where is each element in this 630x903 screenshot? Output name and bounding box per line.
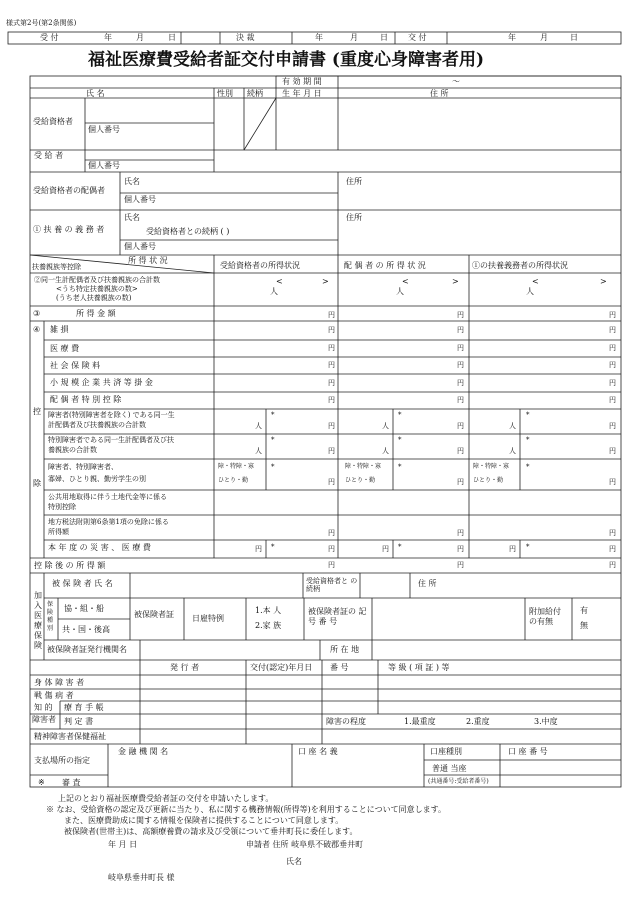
cert-grade-header: 等 級 ( 項 証 ) 等 (388, 663, 450, 672)
s3-yen-c: 円 (609, 478, 616, 486)
applicant-name-label: 氏名 (286, 857, 302, 866)
s2-yen-b: 円 (457, 447, 464, 455)
s2-yen-c: 円 (609, 447, 616, 455)
s2-person-a: 人 (255, 447, 262, 455)
statement-1: 上記のとおり福祉医療費受給者証の交付を申請いたします。 (58, 794, 274, 803)
issue-month: 月 (540, 33, 548, 42)
special-1-line1: 障害者(特別障害者を除く) である同一生 (48, 411, 175, 419)
deduction-type-label: 扶養親族等控除 (32, 263, 81, 271)
s3-hitori-a: ひとり・勤 (218, 477, 249, 484)
local-tax-yen-c: 円 (609, 529, 616, 537)
cert-degree-label: 障害の程度 (326, 717, 366, 726)
s3-hitori-c: ひとり・勤 (473, 477, 504, 484)
kumiai-option: 協・組・船 (64, 604, 104, 613)
dependent-count: 人 (526, 287, 534, 296)
s3-star-a: * (271, 463, 275, 471)
s3-kind-a: 障・特障・寡 (218, 463, 255, 470)
bank-note: (共通番号:受給者番号) (428, 778, 489, 785)
s1-star-b: * (398, 411, 402, 419)
insurance-side-4: 療 (34, 621, 42, 630)
disaster-yen-b2: 円 (457, 545, 464, 553)
type-label-2: 険 (47, 609, 54, 616)
col-address: 住 所 (430, 89, 449, 98)
approval-day: 日 (380, 33, 388, 42)
yen-d3-c: 円 (609, 379, 616, 387)
payment-place-label: 支払場所の指定 (34, 756, 90, 765)
deduction-haiguusha: 配 偶 者 特 別 控 除 (50, 395, 122, 404)
account-type-header: 口座種別 (430, 747, 462, 756)
account-name-header: 口 座 名 義 (298, 747, 338, 756)
kyosai-option: 共・国・後高 (62, 625, 110, 634)
yen-d2-b: 円 (457, 361, 464, 369)
deduction-zassou: 雑 損 (50, 325, 69, 334)
special-3-line1: 障害者、特別障害者、 (48, 463, 118, 471)
disaster-star-b: * (398, 543, 402, 551)
special-1-line2: 計配偶者及び扶養親族の合計数 (48, 421, 146, 429)
cert-degree-3: 3.中度 (534, 717, 558, 726)
recipient-gt: > (322, 277, 329, 286)
col-name-label: 氏 名 (86, 89, 105, 98)
type-label-3: 種 (47, 617, 54, 624)
yen-d3-a: 円 (328, 379, 335, 387)
disaster-yen-b1: 円 (382, 545, 389, 553)
spouse-income-header: 配 偶 者 の 所 得 状 況 (344, 261, 426, 270)
dependent-label: ① 扶 養 の 義 務 者 (33, 225, 105, 234)
account-number-header: 口 座 番 号 (508, 747, 548, 756)
local-tax-line2: 所得額 (48, 528, 69, 536)
public-land-line1: 公共用地取得に伴う土地代金等に係る (48, 493, 167, 501)
cert-intel-a: 知 的 (34, 703, 53, 712)
spouse-count: 人 (396, 287, 404, 296)
insurance-side-3: 医 (34, 611, 42, 620)
yen-d4-c: 円 (609, 396, 616, 404)
income-amount-label: 所 得 金 額 (76, 309, 116, 318)
s3-yen-a: 円 (328, 478, 335, 486)
applicant-address: 申請者 住所 岐阜県不破郡垂井町 (246, 840, 364, 849)
yen-d2-a: 円 (328, 361, 335, 369)
s1-yen-a: 円 (328, 422, 335, 430)
statement-2: ※ なお、受給資格の認定及び更新に当たり、私に関する機務情報(所得等)を利用することについて同意します。 (46, 805, 446, 814)
statement-4: 被保険者(世帯主)は、高額療養費の請求及び受領について垂井町長に委任します。 (64, 827, 358, 836)
application-date: 年 月 日 (108, 840, 138, 849)
col-relation: 続柄 (247, 89, 263, 98)
dependent-my-number-label: 個人番号 (124, 242, 156, 251)
dependent-relation-label: 受給資格者との続柄 ( ) (146, 227, 230, 236)
after-yen-c: 円 (609, 561, 616, 569)
s2-star-c: * (526, 436, 530, 444)
disaster-star-c: * (526, 543, 530, 551)
statement-3: また、医療費助成に関する情報を保険者に提供することについて同意します。 (64, 816, 344, 825)
dependent-name-label: 氏名 (124, 213, 140, 222)
recip-relation-label: 受給資格者と の続柄 (306, 577, 358, 594)
approval-year: 年 (315, 33, 323, 42)
s2-person-b: 人 (382, 447, 389, 455)
issue-day: 日 (570, 33, 578, 42)
addressee: 岐阜県垂井町長 様 (108, 873, 175, 882)
receipt-year: 年 (104, 33, 112, 42)
yen-d2-c: 円 (609, 361, 616, 369)
insured-name-label: 被 保 険 者 氏 名 (52, 579, 113, 588)
deduction-iryouhi: 医 療 費 (50, 344, 80, 353)
type-label-4: 別 (47, 625, 54, 632)
receipt-day: 日 (168, 33, 176, 42)
issue-year: 年 (508, 33, 516, 42)
insurance-side-2: 入 (34, 601, 42, 610)
after-deduction-label: 控 除 後 の 所 得 額 (34, 561, 106, 570)
s2-star-a: * (271, 436, 275, 444)
receipt-label: 受 付 (40, 33, 59, 42)
yen-d1-a: 円 (328, 344, 335, 352)
specific-dependent-label: <うち特定扶養親族の数> (56, 285, 138, 293)
issuer-label: 被保険者証発行機関名 (47, 645, 127, 654)
elderly-dependent-label: (うち老人扶養親族の数) (56, 294, 132, 302)
receipt-month: 月 (136, 33, 144, 42)
shinsa-label: 審 査 (62, 778, 81, 787)
fuka-no: 無 (580, 621, 588, 630)
disaster-yen-c1: 円 (509, 545, 516, 553)
approval-label: 決 裁 (236, 33, 255, 42)
yen-r3-a: 円 (328, 311, 335, 319)
spouse-name-label: 氏名 (124, 177, 140, 186)
special-2-line2: 養親族の合計数 (48, 446, 97, 454)
s1-star-c: * (526, 411, 530, 419)
shinsa-mark: ※ (38, 778, 45, 787)
s1-star-a: * (271, 411, 275, 419)
yen-d4-a: 円 (328, 396, 335, 404)
s2-star-b: * (398, 436, 402, 444)
yen-d1-b: 円 (457, 344, 464, 352)
after-yen-b: 円 (457, 561, 464, 569)
cert-mental: 精神障害者保健福祉 (34, 732, 106, 741)
s3-yen-b: 円 (457, 478, 464, 486)
hiyatoi-label: 日雇特例 (192, 614, 224, 623)
s1-yen-c: 円 (609, 422, 616, 430)
insurance-side-6: 険 (34, 641, 42, 650)
issue-label: 交 付 (408, 33, 427, 42)
cert-number-header: 番 号 (330, 663, 349, 672)
s1-yen-b: 円 (457, 422, 464, 430)
recipient-lt: < (276, 277, 283, 286)
type-label-1: 保 (47, 601, 54, 608)
cert-degree-1: 1.最重度 (404, 717, 436, 726)
insured-label: 受 給 者 (34, 151, 64, 160)
s3-kind-b: 障・特障・寡 (345, 463, 382, 470)
dependent-lt: < (532, 277, 539, 286)
local-tax-yen-a: 円 (328, 529, 335, 537)
cert-degree-2: 2.重度 (466, 717, 490, 726)
deduction-num: ④ (33, 325, 41, 334)
yen-d4-b: 円 (457, 396, 464, 404)
fuka-yes: 有 (580, 606, 588, 615)
kazoku-option: 2.家 族 (255, 621, 282, 630)
disaster-star-a: * (271, 543, 275, 551)
cert-ryoiku: 療 育 手 帳 (64, 703, 104, 712)
local-tax-line1: 地方税法附則第6条第1項の免除に係る (48, 518, 169, 526)
s3-kind-c: 障・特障・寡 (473, 463, 510, 470)
special-2-line1: 特別障害者である同一生計配偶者及び扶 (48, 436, 174, 444)
deduction-shoukibo: 小 規 模 企 業 共 済 等 掛 金 (50, 378, 153, 387)
col-birthdate: 生 年 月 日 (282, 89, 322, 98)
yen-d0-a: 円 (328, 326, 335, 334)
dependent-address-label: 住所 (346, 213, 362, 222)
insurance-side-5: 保 (34, 631, 42, 640)
recipient-label: 受給資格者 (33, 117, 73, 126)
form-title: 福祉医療費受給者証交付申請書 (重度心身障害者用) (88, 50, 485, 70)
cert-date-header: 交付(認定)年月日 (250, 663, 313, 672)
fuka-label: 附加給付 の有無 (529, 607, 561, 627)
disaster-yen-c2: 円 (609, 545, 616, 553)
s1-person-a: 人 (255, 422, 262, 430)
spouse-my-number-label: 個人番号 (124, 195, 156, 204)
disaster-yen-a2: 円 (328, 545, 335, 553)
spouse-gt: > (452, 277, 459, 286)
cert-war: 戦 傷 病 者 (34, 691, 74, 700)
dependent-gt: > (600, 277, 607, 286)
s3-star-b: * (398, 463, 402, 471)
yen-r3-c: 円 (609, 311, 616, 319)
validity-separator: ～ (452, 77, 460, 86)
col-gender: 性別 (217, 89, 233, 98)
hoken-sho-label: 被保険者証 (134, 610, 174, 619)
insured-my-number-label: 個人番号 (88, 161, 120, 170)
cert-hantei: 判 定 書 (64, 717, 94, 726)
validity-label: 有 効 期 間 (282, 77, 322, 86)
cert-intel-b: 障害者 (32, 715, 56, 724)
deduction-side-a: 控 (33, 407, 41, 416)
income-status-label: 所 得 状 況 (128, 256, 168, 265)
yen-d0-b: 円 (457, 326, 464, 334)
s2-person-c: 人 (509, 447, 516, 455)
spouse-address-label: 住所 (346, 177, 362, 186)
special-3-line2: 寡婦、ひとり親、勤労学生の別 (48, 475, 146, 483)
s2-yen-a: 円 (328, 447, 335, 455)
bank-name-header: 金 融 機 関 名 (118, 747, 169, 756)
insured-address-label: 住 所 (418, 579, 437, 588)
spouse-lt: < (402, 277, 409, 286)
s3-star-c: * (526, 463, 530, 471)
disaster-label: 本 年 度 の 災 害 、 医 療 費 (48, 543, 151, 552)
location-label: 所 在 地 (330, 645, 360, 654)
recipient-count: 人 (270, 287, 278, 296)
insurance-side-1: 加 (34, 591, 42, 600)
public-land-line2: 特別控除 (48, 503, 76, 511)
dependent-income-header: ①の扶養義務者の所得状況 (472, 261, 568, 270)
disaster-yen-a1: 円 (255, 545, 262, 553)
yen-r3-b: 円 (457, 311, 464, 319)
s3-hitori-b: ひとり・勤 (345, 477, 376, 484)
approval-month: 月 (350, 33, 358, 42)
deduction-shakai-hoken: 社 会 保 険 料 (50, 361, 101, 370)
local-tax-yen-b: 円 (457, 529, 464, 537)
spouse-label: 受給資格者の配偶者 (33, 186, 105, 195)
household-count-label: ②同一生計配偶者及び扶養親族の合計数 (34, 276, 160, 284)
yen-d3-b: 円 (457, 379, 464, 387)
sho-kigo-label: 被保険者証の 記 号 番 号 (308, 607, 367, 627)
deduction-side-b: 除 (33, 479, 41, 488)
cert-physical: 身 体 障 害 者 (34, 678, 85, 687)
after-yen-a: 円 (328, 561, 335, 569)
yen-d0-c: 円 (609, 326, 616, 334)
honnin-option: 1.本 人 (255, 606, 282, 615)
recipient-my-number-label: 個人番号 (88, 125, 120, 134)
recipient-income-header: 受給資格者の所得状況 (220, 261, 300, 270)
account-type-options: 普通 当座 (432, 764, 467, 773)
income-amount-num: ③ (33, 309, 41, 318)
s1-person-c: 人 (509, 422, 516, 430)
yen-d1-c: 円 (609, 344, 616, 352)
cert-issuer-header: 発 行 者 (170, 663, 200, 672)
form-number: 様式第2号(第2条関係) (6, 19, 77, 27)
s1-person-b: 人 (382, 422, 389, 430)
